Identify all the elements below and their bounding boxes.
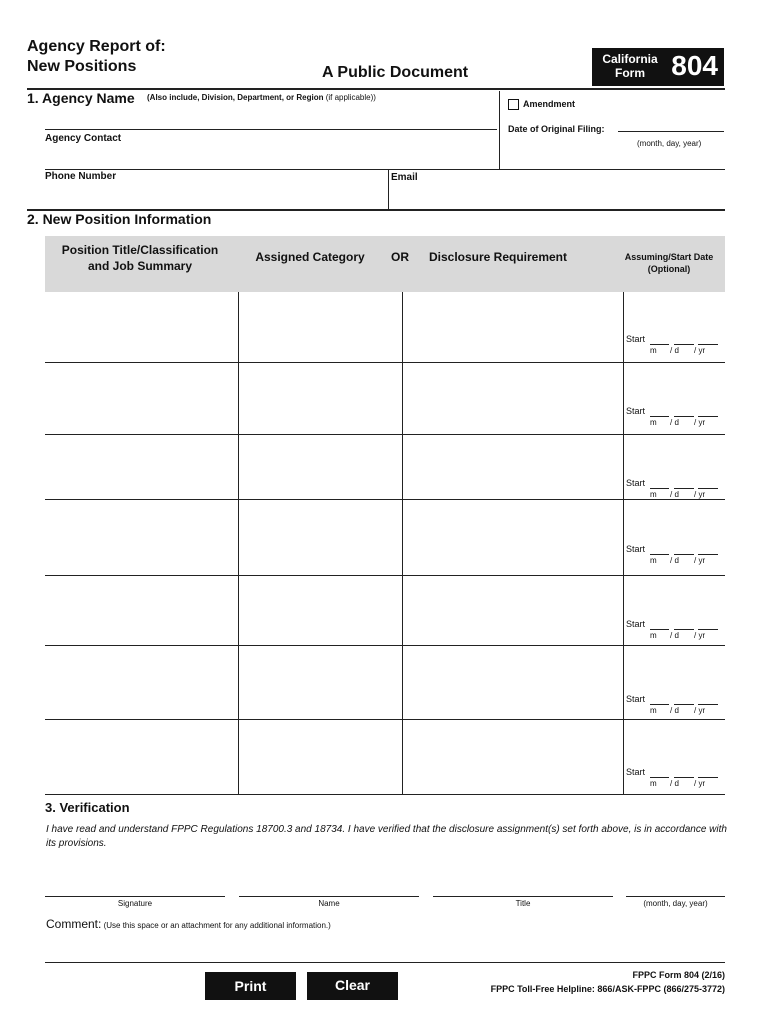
month-label: m bbox=[650, 779, 657, 788]
table-row-line bbox=[45, 645, 725, 646]
original-filing-field[interactable] bbox=[618, 131, 724, 132]
start-date-row-2[interactable] bbox=[626, 406, 726, 428]
month-label: m bbox=[650, 631, 657, 640]
section1-divider bbox=[499, 91, 500, 170]
table-row-line bbox=[45, 575, 725, 576]
day-label: / d bbox=[670, 490, 679, 499]
agency-contact-field[interactable] bbox=[45, 146, 497, 168]
start-label: Start bbox=[626, 694, 646, 704]
year-label: / yr bbox=[694, 631, 706, 640]
amendment-checkbox[interactable] bbox=[508, 99, 519, 110]
clear-button[interactable]: Clear bbox=[307, 972, 398, 1000]
table-row-line bbox=[45, 362, 725, 363]
date-field[interactable] bbox=[626, 896, 725, 897]
day-label: / d bbox=[670, 346, 679, 355]
start-label: Start bbox=[626, 544, 646, 554]
form-number: 804 bbox=[671, 50, 718, 81]
footer-helpline: FPPC Toll-Free Helpline: 866/ASK-FPPC (866/275-3772) bbox=[490, 984, 725, 994]
email-label: Email bbox=[391, 172, 418, 183]
footer-form-version: FPPC Form 804 (2/16) bbox=[632, 970, 725, 980]
contact-line bbox=[45, 169, 725, 170]
start-date-row-3[interactable] bbox=[626, 478, 726, 500]
month-label: m bbox=[650, 490, 657, 499]
comment-title: Comment: bbox=[46, 917, 102, 931]
year-label: / yr bbox=[694, 779, 706, 788]
year-label: / yr bbox=[694, 706, 706, 715]
day-label: / d bbox=[670, 706, 679, 715]
phone-label: Phone Number bbox=[45, 171, 117, 182]
col-position-title bbox=[45, 242, 235, 274]
position-table-header bbox=[45, 236, 725, 292]
date-label: (month, day, year) bbox=[643, 899, 708, 908]
start-date-row-7[interactable] bbox=[626, 767, 726, 789]
agency-contact-label: Agency Contact bbox=[45, 133, 122, 144]
phone-field[interactable] bbox=[45, 184, 385, 208]
start-date-row-6[interactable] bbox=[626, 694, 726, 716]
badge-form: Form bbox=[615, 66, 645, 80]
comment-label bbox=[46, 917, 331, 931]
print-button[interactable]: Print bbox=[205, 972, 296, 1000]
year-label: / yr bbox=[694, 490, 706, 499]
title-line-2: New Positions bbox=[27, 58, 137, 75]
title-label: Title bbox=[515, 899, 531, 908]
original-filing-hint: (month, day, year) bbox=[637, 139, 702, 148]
start-label: Start bbox=[626, 334, 646, 344]
public-document-label: A Public Document bbox=[322, 64, 469, 81]
agency-name-field[interactable] bbox=[45, 106, 497, 128]
table-row-line bbox=[45, 499, 725, 500]
col-position-title-line1: Position Title/Classification bbox=[61, 243, 219, 257]
signature-field[interactable] bbox=[45, 896, 225, 897]
col-position-title-line2: and Job Summary bbox=[87, 259, 193, 273]
col-disclosure-requirement: Disclosure Requirement bbox=[428, 250, 568, 264]
day-label: / d bbox=[670, 418, 679, 427]
col-start-date-line2: (Optional) bbox=[647, 264, 691, 274]
col-or: OR bbox=[391, 250, 409, 264]
start-date-row-1[interactable] bbox=[626, 334, 726, 356]
year-label: / yr bbox=[694, 556, 706, 565]
name-field[interactable] bbox=[239, 896, 419, 897]
section1-note bbox=[147, 93, 376, 102]
col-assigned-category: Assigned Category bbox=[255, 250, 365, 264]
day-label: / d bbox=[670, 631, 679, 640]
badge-state: California bbox=[602, 52, 658, 66]
day-label: / d bbox=[670, 779, 679, 788]
month-label: m bbox=[650, 418, 657, 427]
title-field[interactable] bbox=[433, 896, 613, 897]
amendment-label: Amendment bbox=[523, 99, 576, 109]
name-label: Name bbox=[318, 899, 340, 908]
section2-label: 2. New Position Information bbox=[27, 211, 212, 227]
table-row-line bbox=[45, 434, 725, 435]
email-field[interactable] bbox=[391, 184, 723, 208]
col-start-date-line1: Assuming/Start Date bbox=[624, 252, 714, 262]
year-label: / yr bbox=[694, 418, 706, 427]
section1-note-bold: (Also include, Division, Department, or Region bbox=[147, 93, 324, 102]
table-row-line bbox=[45, 794, 725, 795]
title-line-1: Agency Report of: bbox=[27, 38, 166, 55]
comment-hint: (Use this space or an attachment for any additional information.) bbox=[101, 921, 331, 930]
month-label: m bbox=[650, 346, 657, 355]
month-label: m bbox=[650, 556, 657, 565]
comment-line bbox=[45, 962, 725, 963]
section3-label: 3. Verification bbox=[45, 800, 130, 815]
verification-text: I have read and understand FPPC Regulations 18700.3 and 18734. I have verified that the disclosure assignment(s) set forth above, is in accordance with its provisions. bbox=[46, 824, 727, 849]
form-title bbox=[27, 37, 166, 77]
start-label: Start bbox=[626, 406, 646, 416]
original-filing-label: Date of Original Filing: bbox=[508, 124, 605, 134]
table-row-line bbox=[45, 719, 725, 720]
year-label: / yr bbox=[694, 346, 706, 355]
month-label: m bbox=[650, 706, 657, 715]
start-label: Start bbox=[626, 478, 646, 488]
start-date-row-4[interactable] bbox=[626, 544, 726, 566]
section1-note-plain: (if applicable)) bbox=[323, 93, 376, 102]
badge-label bbox=[602, 52, 658, 80]
section1-label: 1. Agency Name bbox=[27, 90, 135, 106]
phone-email-divider bbox=[388, 170, 389, 210]
form-badge bbox=[592, 48, 724, 86]
signature-label: Signature bbox=[117, 899, 153, 908]
start-label: Start bbox=[626, 767, 646, 777]
start-date-row-5[interactable] bbox=[626, 619, 726, 641]
agency-name-line bbox=[45, 129, 497, 130]
start-label: Start bbox=[626, 619, 646, 629]
comment-field[interactable] bbox=[45, 934, 725, 960]
footer bbox=[440, 968, 725, 996]
col-start-date bbox=[615, 251, 723, 275]
day-label: / d bbox=[670, 556, 679, 565]
